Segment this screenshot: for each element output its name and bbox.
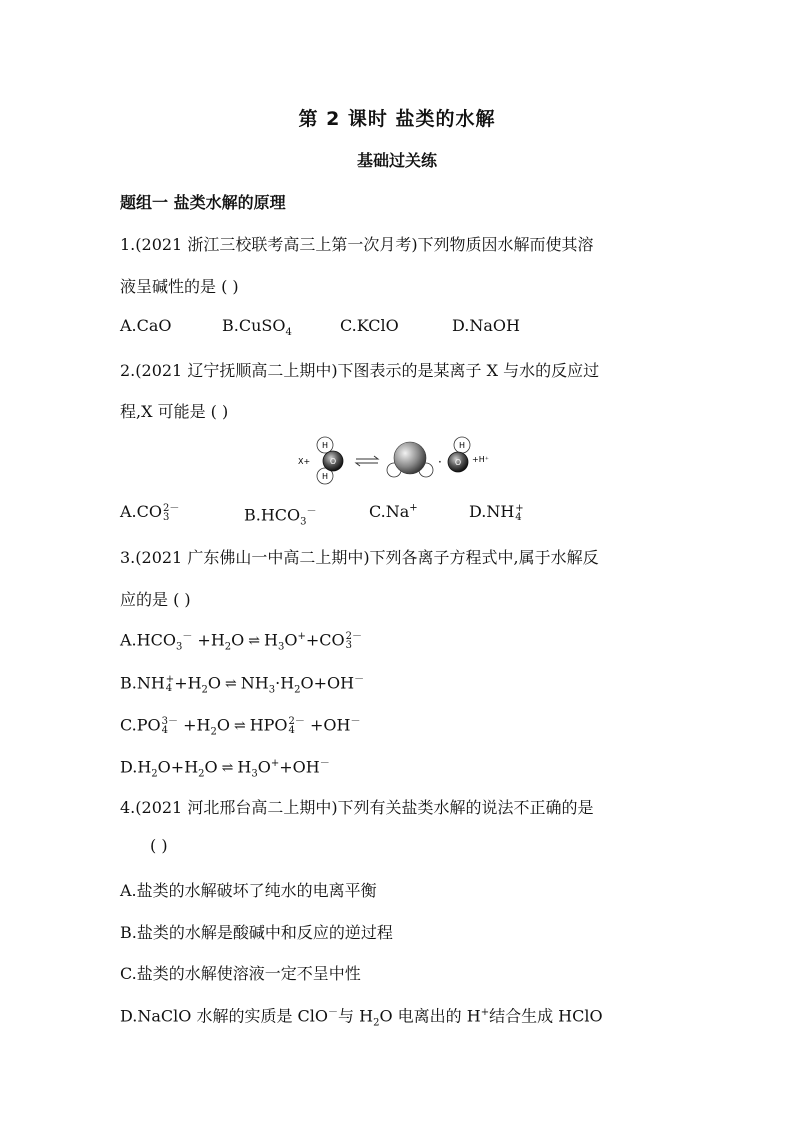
- o-label: O: [329, 457, 337, 466]
- forward-arrow: [356, 456, 378, 459]
- q4-option-d: D.NaClO 水解的实质是 ClO－与 $H_2O$ 电离出的 H+结合生成 HClO: [120, 1006, 603, 1029]
- q4-option-c: C.盐类的水解使溶液一定不呈中性: [120, 964, 361, 983]
- q1-option-a: A.CaO: [120, 316, 172, 335]
- x-plus-label: X+: [298, 457, 311, 466]
- q1-stem-line1: 1.(2021 浙江三校联考高三上第一次月考)下列物质因水解而使其溶: [120, 235, 594, 254]
- section-subtitle: 基础过关练: [356, 151, 437, 170]
- dot-separator: ·: [438, 455, 442, 469]
- q1-option-c: C.KClO: [340, 316, 399, 335]
- q2-stem-line1: 2.(2021 辽宁抚顺高二上期中)下图表示的是某离子 X 与水的反应过: [120, 361, 600, 380]
- h-label: H: [321, 441, 329, 450]
- q3-option-c: C.PO3－ $4 +H_2O$ ⇌ HPO2－ 4 +OH－: [120, 715, 361, 738]
- q3-option-a: $A.HCO_3^- +H_2O$ ⇌ $H_3O^++CO2-$ 3: [120, 630, 362, 653]
- x-ion-sphere: [394, 442, 426, 474]
- q2-option-c: C.Na+: [369, 502, 418, 521]
- q1-option-b: B.CuSO$_4$: [222, 316, 292, 339]
- q2-stem-line2: 程,X 可能是 ( ): [120, 402, 229, 421]
- hydrolysis-diagram-svg: [290, 432, 520, 488]
- hydrolysis-diagram: [290, 432, 520, 488]
- q2-option-d: D.NH+ 4: [469, 502, 524, 523]
- q2-option-a: A.CO2－ 3: [120, 502, 180, 523]
- plus-h-label: +H⁺: [472, 455, 489, 464]
- reverse-arrow: [356, 463, 378, 466]
- h-label: H: [458, 441, 466, 450]
- q1-stem-line2: 液呈碱性的是 ( ): [120, 277, 239, 296]
- q3-option-b: B.NH+ $4 +H_2O$ ⇌ $NH_3\cdot H_2O+OH^-$: [120, 673, 365, 696]
- q4-option-b: B.盐类的水解是酸碱中和反应的逆过程: [120, 923, 393, 942]
- q3-stem-line2: 应的是 ( ): [120, 590, 191, 609]
- q4-stem-line1: 4.(2021 河北邢台高二上期中)下列有关盐类水解的说法不正确的是: [120, 798, 594, 817]
- q4-stem-line2: ( ): [150, 836, 168, 855]
- h-label: H: [321, 472, 329, 481]
- q1-option-d: D.NaOH: [452, 316, 520, 335]
- page-title: 第 2 课时 盐类的水解: [298, 108, 496, 130]
- q4-option-a: A.盐类的水解破坏了纯水的电离平衡: [120, 881, 377, 900]
- q3-option-d: $D.H_2O+H_2O$ ⇌ $H_3O^++OH^-$: [120, 757, 330, 780]
- o-label: O: [454, 458, 462, 467]
- q2-option-b: $B.HCO_3^-$: [244, 505, 317, 528]
- q3-stem-line1: 3.(2021 广东佛山一中高二上期中)下列各离子方程式中,属于水解反: [120, 548, 599, 567]
- group-heading: 题组一 盐类水解的原理: [120, 193, 286, 212]
